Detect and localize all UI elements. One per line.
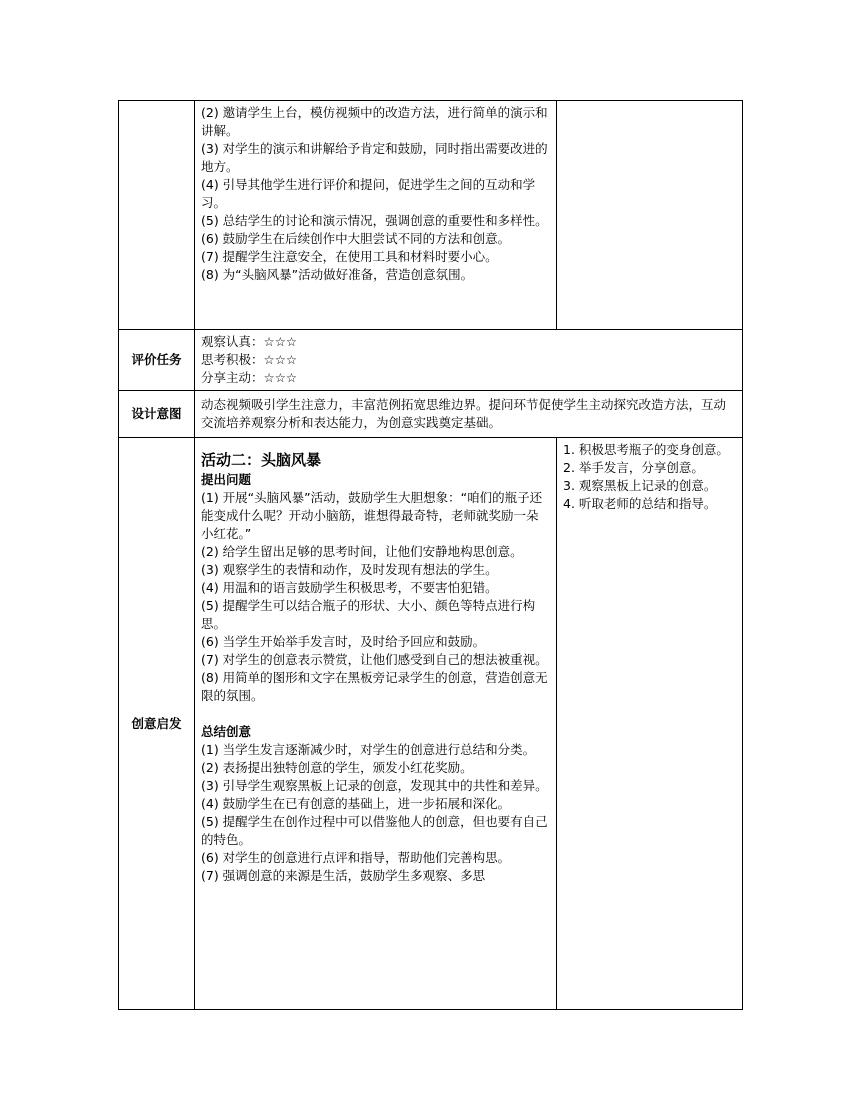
evaluation-row	[119, 330, 743, 391]
activity-step: (4) 鼓励学生在已有创意的基础上，进一步拓展和深化。	[201, 796, 511, 811]
activity-step: (1) 当学生发言逐渐减少时，对学生的创意进行总结和分类。	[201, 742, 536, 757]
activity-step: (7) 强调创意的来源是生活，鼓励学生多观察、多思	[201, 868, 486, 883]
evaluation-content	[195, 330, 743, 391]
lesson-plan-table	[118, 100, 743, 1010]
evaluation-label: 评价任务	[119, 330, 195, 391]
evaluation-item: 观察认真：☆☆☆	[201, 334, 298, 349]
student-item: 3. 观察黑板上记录的创意。	[563, 478, 717, 493]
activity-step: (5) 总结学生的讨论和演示情况，强调创意的重要性和多样性。	[201, 213, 548, 228]
activity-step: (2) 表扬提出独特创意的学生，颁发小红花奖励。	[201, 760, 473, 775]
activity-step: (5) 提醒学生可以结合瓶子的形状、大小、颜色等特点进行构思。	[201, 598, 536, 631]
student-item: 1. 积极思考瓶子的变身创意。	[563, 442, 729, 457]
activity-step: (2) 给学生留出足够的思考时间，让他们安静地构思创意。	[201, 544, 523, 559]
creative-inspiration-row	[119, 438, 743, 1010]
activity-title: 活动二：头脑风暴	[201, 451, 322, 469]
student-item: 2. 举手发言，分享创意。	[563, 460, 704, 475]
activity-step: (7) 提醒学生注意安全，在使用工具和材料时要小心。	[201, 249, 498, 264]
design-intent-label: 设计意图	[119, 391, 195, 438]
activity-step: (5) 提醒学生在创作过程中可以借鉴他人的创意，但也要有自己的特色。	[201, 814, 548, 847]
activity-step: (3) 对学生的演示和讲解给予肯定和鼓励，同时指出需要改进的地方。	[201, 141, 548, 174]
teacher-activity-cell	[195, 101, 557, 330]
activity-step: (6) 鼓励学生在后续创作中大胆尝试不同的方法和创意。	[201, 231, 511, 246]
activity-step: (8) 为“头脑风暴”活动做好准备，营造创意氛围。	[201, 267, 474, 282]
section-title: 总结创意	[201, 724, 252, 739]
continued-activity-row	[119, 101, 743, 330]
creative-inspiration-label: 创意启发	[119, 438, 195, 1010]
activity-step: (6) 对学生的创意进行点评和指导，帮助他们完善构思。	[201, 850, 511, 865]
spacer	[201, 705, 550, 723]
activity-step: (4) 引导其他学生进行评价和提问，促进学生之间的互动和学习。	[201, 177, 536, 210]
activity-step: (1) 开展“头脑风暴”活动，鼓励学生大胆想象：“咱们的瓶子还能变成什么呢？开动小脑筋，谁想得最奇特，老师就奖励一朵小红花。”	[201, 490, 543, 541]
empty-label-cell	[119, 101, 195, 330]
evaluation-item: 分享主动：☆☆☆	[201, 370, 298, 385]
activity-step: (3) 引导学生观察黑板上记录的创意，发现其中的共性和差异。	[201, 778, 548, 793]
activity-step: (4) 用温和的语言鼓励学生积极思考，不要害怕犯错。	[201, 580, 498, 595]
activity-step: (8) 用简单的图形和文字在黑板旁记录学生的创意，营造创意无限的氛围。	[201, 670, 548, 703]
section-title: 提出问题	[201, 472, 252, 487]
activity-step: (6) 当学生开始举手发言时，及时给予回应和鼓励。	[201, 634, 486, 649]
student-item: 4. 听取老师的总结和指导。	[563, 496, 717, 511]
student-activity-cell	[557, 101, 743, 330]
activity-step: (7) 对学生的创意表示赞赏，让他们感受到自己的想法被重视。	[201, 652, 548, 667]
activity-step: (2) 邀请学生上台，模仿视频中的改造方法，进行简单的演示和讲解。	[201, 105, 548, 138]
activity-step: (3) 观察学生的表情和动作，及时发现有想法的学生。	[201, 562, 498, 577]
design-intent-row	[119, 391, 743, 438]
creative-teacher-cell	[195, 438, 557, 1010]
design-intent-text: 动态视频吸引学生注意力，丰富范例拓宽思维边界。提问环节促使学生主动探究改造方法，互动交流培养观察分析和表达能力，为创意实践奠定基础。	[195, 391, 743, 438]
evaluation-item: 思考积极：☆☆☆	[201, 352, 298, 367]
creative-student-cell	[557, 438, 743, 1010]
